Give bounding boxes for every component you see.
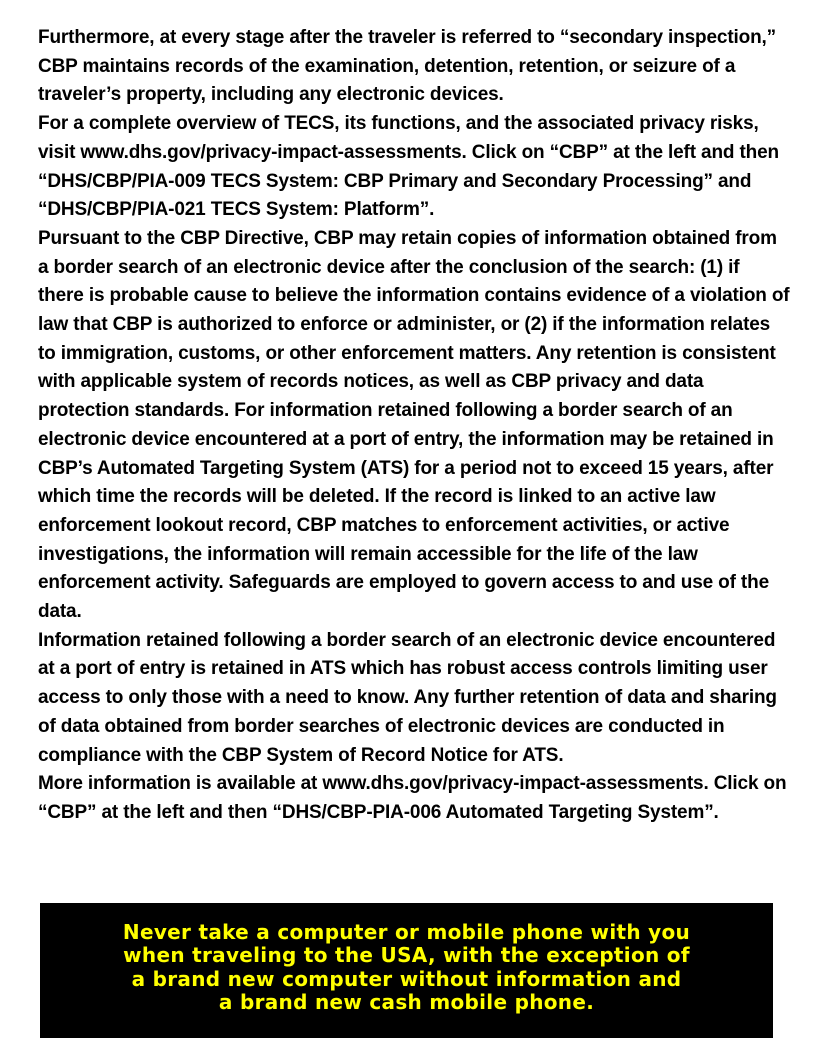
paragraph-more-information: More information is available at www.dhs.gov/privacy-impact-assessments. Click on “CBP” at the left and then “DHS/CBP-PIA-006 Automated Targeting System”. bbox=[38, 773, 787, 823]
paragraph-cbp-directive-retention: Pursuant to the CBP Directive, CBP may retain copies of information obtained from a border search of an electronic device after the conclusion of the search: (1) if there is probable cause to believe the information contains evidence of a violation of law that CBP is authorized to enforce or administer, or (2) if the information relates to immigration, customs, or other enforcement matters. Any retention is consistent with applicable system of records notices, as well as CBP privacy and data protection standards. For information retained following a border search of an electronic device encountered at a port of entry, the information may be retained in CBP’s Automated Targeting System (ATS) for a period not to exceed 15 years, after which time the records will be deleted. If the record is linked to an active law enforcement lookout record, CBP matches to enforcement activities, or active investigations, the information will remain accessible for the life of the law enforcement activity. Safeguards are employed to govern access to and use of the data. bbox=[38, 227, 790, 623]
paragraph-ats-access-controls: Information retained following a border search of an electronic device encountered at a port of entry is retained in ATS which has robust access controls limiting user access to only those with a need to know. Any further retention of data and sharing of data obtained from border searches of electronic devices are conducted in compliance with the CBP System of Record Notice for ATS. bbox=[38, 629, 777, 766]
document-body bbox=[38, 24, 790, 828]
warning-notice-line: a brand new cash mobile phone. bbox=[218, 990, 595, 1014]
warning-notice-line: a brand new computer without information and bbox=[131, 966, 682, 991]
warning-notice-line: Never take a computer or mobile phone with you bbox=[122, 919, 691, 944]
warning-notice-line: when traveling to the USA, with the exception of bbox=[123, 943, 690, 967]
paragraph-secondary-inspection: Furthermore, at every stage after the traveler is referred to “secondary inspection,” CBP maintains records of the examination, detention, retention, or seizure of a traveler’s property, including any electronic devices. bbox=[38, 27, 777, 106]
warning-notice-box bbox=[40, 903, 773, 1038]
paragraph-tecs-overview: For a complete overview of TECS, its functions, and the associated privacy risks, visit www.dhs.gov/privacy-impact-assessments. Click on “CBP” at the left and then “DHS/CBP/PIA-009 TECS System: CBP Primary and Secondary Processing” and “DHS/CBP/PIA-021 TECS System: Platform”. bbox=[38, 113, 780, 221]
